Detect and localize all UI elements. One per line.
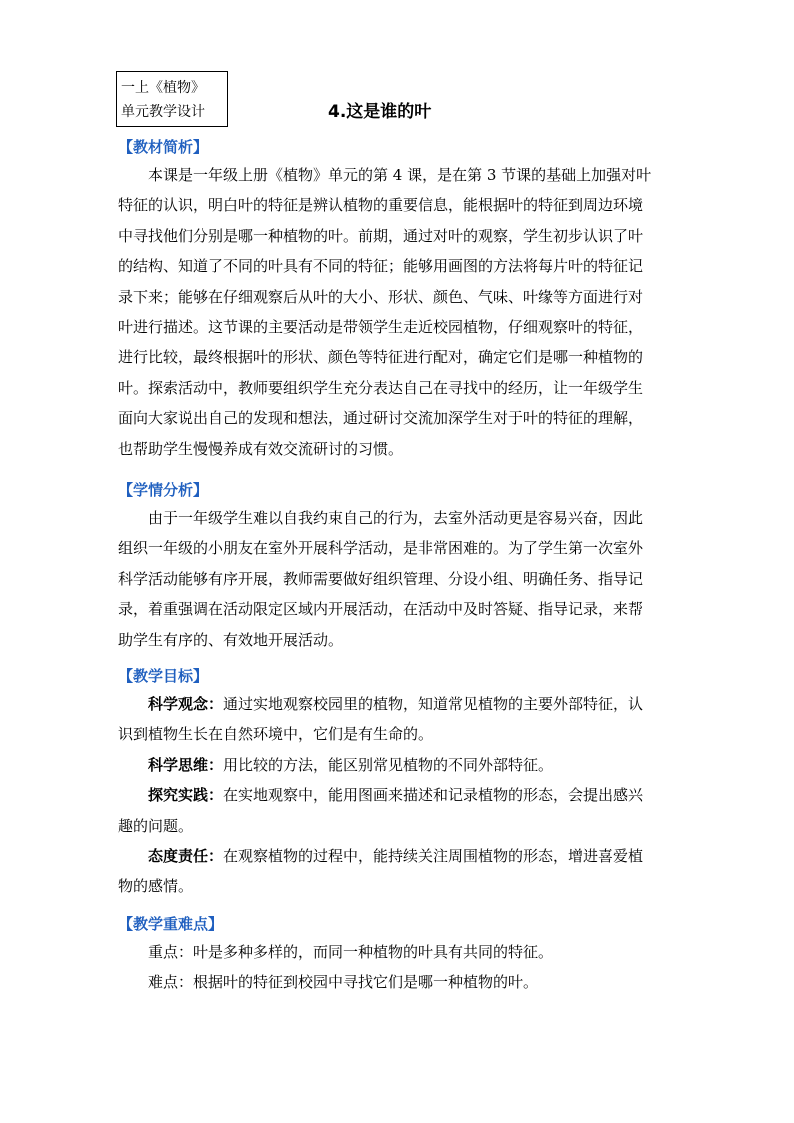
section-heading-textbook: 【教材简析】 bbox=[118, 138, 209, 156]
paragraph-line: 特征的认识，明白叶的特征是辨认植物的重要信息，能根据叶的特征到周边环境 bbox=[118, 196, 644, 215]
goal-science-thinking bbox=[118, 750, 678, 780]
goal-label: 探究实践： bbox=[148, 786, 224, 805]
key-point: 重点：叶是多种多样的，而同一种植物的叶具有共同的特征。 bbox=[148, 943, 554, 961]
paragraph-line: 叶。探索活动中，教师要组织学生充分表达自己在寻找中的经历，让一年级学生 bbox=[118, 378, 644, 397]
unit-label-line1: 一上《植物》 bbox=[121, 80, 205, 96]
goal-label: 科学观念： bbox=[148, 695, 224, 713]
key-difficult-points bbox=[118, 937, 678, 998]
goal-text: 通过实地观察校园里的植物，知道常见植物的主要外部特征，认 bbox=[223, 695, 644, 713]
paragraph-line: 录，着重强调在活动限定区域内开展活动，在活动中及时答疑、指导记录，来帮 bbox=[118, 600, 644, 619]
paragraph-line: 叶进行描述。这节课的主要活动是带领学生走近校园植物，仔细观察叶的特征， bbox=[118, 317, 644, 336]
unit-label-box bbox=[116, 71, 228, 127]
paragraph-line: 由于一年级学生难以自我约束自己的行为，去室外活动更是容易兴奋，因此 bbox=[148, 509, 644, 527]
goal-inquiry-practice bbox=[118, 780, 678, 810]
paragraph-line: 面向大家说出自己的发现和想法，通过研讨交流加深学生对于叶的特征的理解， bbox=[118, 409, 644, 428]
goal-text: 用比较的方法，能区别常见植物的不同外部特征。 bbox=[223, 755, 554, 774]
teaching-goals-list bbox=[118, 689, 678, 902]
paragraph-line: 科学活动能够有序开展，教师需要做好组织管理、分设小组、明确任务、指导记 bbox=[118, 569, 644, 588]
learner-analysis-paragraph bbox=[118, 503, 678, 655]
goal-text-continued: 物的感情。 bbox=[118, 877, 194, 896]
goal-text: 在实地观察中，能用图画来描述和记录植物的形态，会提出感兴 bbox=[223, 786, 644, 805]
section-heading-goals: 【教学目标】 bbox=[118, 667, 209, 685]
section-heading-learner: 【学情分析】 bbox=[118, 481, 209, 499]
unit-label-line2: 单元教学设计 bbox=[121, 104, 205, 120]
paragraph-line: 本课是一年级上册《植物》单元的第 4 课，是在第 3 节课的基础上加强对叶 bbox=[148, 166, 652, 184]
paragraph-line: 录下来；能够在仔细观察后从叶的大小、形状、颜色、气味、叶缘等方面进行对 bbox=[118, 287, 644, 306]
paragraph-line: 助学生有序的、有效地开展活动。 bbox=[118, 630, 344, 649]
goal-label: 态度责任： bbox=[148, 846, 224, 865]
paragraph-line: 组织一年级的小朋友在室外开展科学活动，是非常困难的。为了学生第一次室外 bbox=[118, 539, 644, 558]
difficult-point: 难点：根据叶的特征到校园中寻找它们是哪一种植物的叶。 bbox=[148, 973, 539, 992]
section-heading-keypoints: 【教学重难点】 bbox=[118, 915, 224, 933]
goal-label: 科学思维： bbox=[148, 755, 224, 774]
goal-text-continued: 趣的问题。 bbox=[118, 816, 194, 835]
paragraph-line: 的结构、知道了不同的叶具有不同的特征；能够用画图的方法将每片叶的特征记 bbox=[118, 257, 644, 276]
goal-text-continued: 识到植物生长在自然环境中，它们是有生命的。 bbox=[118, 725, 434, 744]
textbook-analysis-paragraph bbox=[118, 160, 678, 464]
paragraph-line: 也帮助学生慢慢养成有效交流研讨的习惯。 bbox=[118, 439, 404, 458]
goal-science-concept bbox=[118, 689, 678, 719]
goal-text: 在观察植物的过程中，能持续关注周围植物的形态，增进喜爱植 bbox=[223, 846, 644, 865]
goal-attitude-responsibility bbox=[118, 841, 678, 871]
page-title: 4.这是谁的叶 bbox=[328, 102, 432, 122]
paragraph-line: 中寻找他们分别是哪一种植物的叶。前期，通过对叶的观察，学生初步认识了叶 bbox=[118, 226, 644, 245]
paragraph-line: 进行比较，最终根据叶的形状、颜色等特征进行配对，确定它们是哪一种植物的 bbox=[118, 348, 644, 367]
